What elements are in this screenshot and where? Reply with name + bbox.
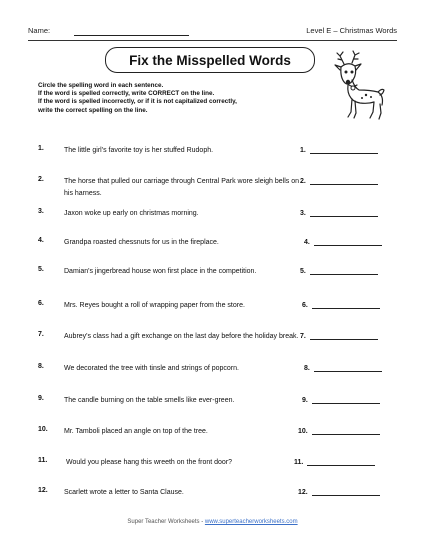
answer-slot[interactable] bbox=[304, 363, 382, 372]
answer-number: 4. bbox=[304, 239, 310, 246]
question-number: 11. bbox=[38, 457, 48, 464]
question-number: 4. bbox=[38, 237, 44, 244]
question-text: Mrs. Reyes bought a roll of wrapping paper from the store. bbox=[64, 302, 245, 309]
answer-slot[interactable] bbox=[298, 426, 380, 435]
question-text: The horse that pulled our carriage through Central Park wore sleigh bells on his harness. bbox=[64, 178, 300, 197]
answer-number: 12. bbox=[298, 489, 308, 496]
answer-slot[interactable] bbox=[300, 331, 378, 340]
answer-slot[interactable] bbox=[300, 208, 378, 217]
question-text: Aubrey's class had a gift exchange on the last day before the holiday break. bbox=[64, 333, 299, 340]
name-line bbox=[74, 35, 189, 36]
answer-number: 5. bbox=[300, 268, 306, 275]
answer-line[interactable] bbox=[310, 176, 378, 185]
answer-line[interactable] bbox=[310, 208, 378, 217]
answer-number: 2. bbox=[300, 178, 306, 185]
question-number: 3. bbox=[38, 208, 44, 215]
question-number: 6. bbox=[38, 300, 44, 307]
footer-url-link[interactable]: www.superteacherworksheets.com bbox=[204, 519, 298, 525]
title-box bbox=[105, 47, 315, 73]
question-number: 2. bbox=[38, 176, 44, 183]
header-divider bbox=[28, 40, 397, 41]
answer-slot[interactable] bbox=[302, 395, 380, 404]
page-title: Fix the Misspelled Words bbox=[129, 52, 291, 68]
question-number: 8. bbox=[38, 363, 44, 370]
footer-brand: Super Teacher Worksheets bbox=[127, 519, 200, 525]
instruction-line: write the correct spelling on the line. bbox=[38, 106, 148, 114]
answer-line[interactable] bbox=[310, 331, 378, 340]
answer-slot[interactable] bbox=[294, 457, 375, 466]
question-text: Would you please hang this wreeth on the front door? bbox=[66, 459, 233, 466]
question-text: We decorated the tree with tinsle and strings of popcorn. bbox=[64, 365, 239, 372]
answer-line[interactable] bbox=[312, 300, 380, 309]
question-number: 12. bbox=[38, 487, 48, 494]
answer-slot[interactable] bbox=[300, 176, 378, 185]
answer-number: 7. bbox=[300, 333, 306, 340]
answer-slot[interactable] bbox=[300, 266, 378, 275]
question-text: Jaxon woke up early on christmas morning. bbox=[64, 210, 199, 217]
answer-line[interactable] bbox=[312, 395, 380, 404]
answer-line[interactable] bbox=[312, 487, 380, 496]
answer-number: 11. bbox=[294, 459, 304, 466]
instruction-line: If the word is spelled correctly, write CORRECT on the line. bbox=[38, 90, 215, 98]
answer-number: 1. bbox=[300, 147, 306, 154]
answer-number: 9. bbox=[302, 397, 308, 404]
level-label: Level E – Christmas Words bbox=[306, 26, 397, 35]
answer-slot[interactable] bbox=[300, 145, 378, 154]
answer-line[interactable] bbox=[307, 457, 375, 466]
question-text: Damian's jingerbread house won first place in the competition. bbox=[64, 268, 257, 275]
page-footer bbox=[0, 519, 425, 525]
question-number: 10. bbox=[38, 426, 48, 433]
question-text: The little girl's favorite toy is her stuffed Rudoph. bbox=[64, 147, 214, 154]
answer-slot[interactable] bbox=[302, 300, 380, 309]
worksheet-header bbox=[28, 26, 397, 38]
question-text: Grandpa roasted chessnuts for us in the fireplace. bbox=[64, 239, 219, 246]
answer-number: 8. bbox=[304, 365, 310, 372]
answer-number: 6. bbox=[302, 302, 308, 309]
answer-number: 10. bbox=[298, 428, 308, 435]
answer-line[interactable] bbox=[310, 145, 378, 154]
answer-number: 3. bbox=[300, 210, 306, 217]
instructions bbox=[38, 82, 338, 115]
question-number: 1. bbox=[38, 145, 44, 152]
question-number: 9. bbox=[38, 395, 44, 402]
answer-line[interactable] bbox=[314, 363, 382, 372]
question-text: Scarlett wrote a letter to Santa Clause. bbox=[64, 489, 184, 496]
question-number: 5. bbox=[38, 266, 44, 273]
question-number: 7. bbox=[38, 331, 44, 338]
instruction-line: Circle the spelling word in each sentence. bbox=[38, 82, 164, 89]
answer-line[interactable] bbox=[314, 237, 382, 246]
answer-line[interactable] bbox=[312, 426, 380, 435]
name-label: Name: bbox=[28, 26, 51, 35]
question-text: The candle burning on the table smells like ever-green. bbox=[64, 397, 235, 404]
answer-slot[interactable] bbox=[304, 237, 382, 246]
question-text: Mr. Tamboli placed an angle on top of the tree. bbox=[64, 428, 208, 435]
footer-separator: - bbox=[199, 519, 205, 525]
answer-slot[interactable] bbox=[298, 487, 380, 496]
answer-line[interactable] bbox=[310, 266, 378, 275]
instruction-line: If the word is spelled incorrectly, or if it is not capitalized correctly, bbox=[38, 98, 237, 106]
